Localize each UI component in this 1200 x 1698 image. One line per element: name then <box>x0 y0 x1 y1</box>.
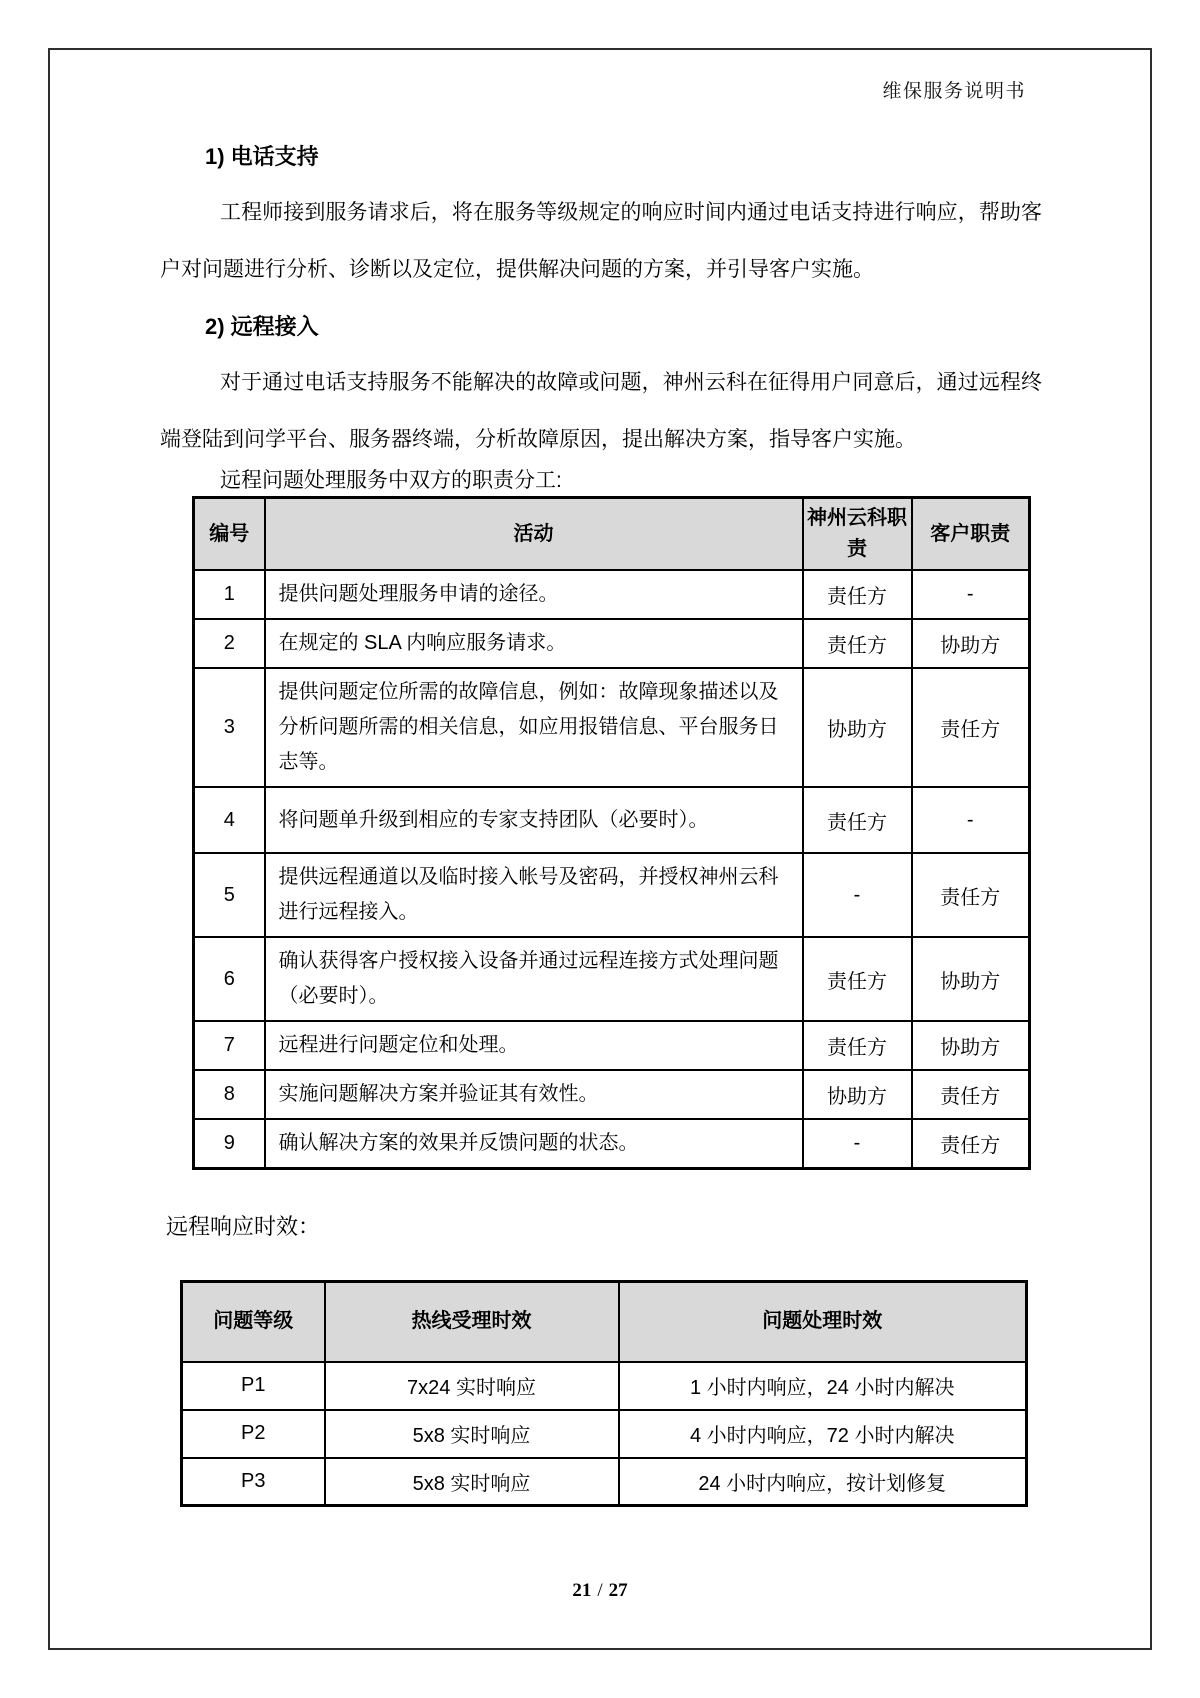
cell-dc: - <box>803 853 912 937</box>
cell-dc: 责任方 <box>803 937 912 1021</box>
cell-customer: 责任方 <box>912 1070 1030 1119</box>
cell-hotline: 7x24 实时响应 <box>325 1362 619 1410</box>
cell-dc: 责任方 <box>803 1021 912 1070</box>
cell-handling: 4 小时内响应，72 小时内解决 <box>619 1410 1027 1458</box>
column-header-dc-responsibility: 神州云科职责 <box>803 498 912 571</box>
response-time-label: 远程响应时效： <box>166 1214 321 1239</box>
responsibility-table <box>192 496 1031 1170</box>
table-row <box>194 853 1030 937</box>
cell-customer: 责任方 <box>912 668 1030 787</box>
cell-hotline: 5x8 实时响应 <box>325 1410 619 1458</box>
cell-customer: 协助方 <box>912 619 1030 668</box>
cell-handling: 24 小时内响应，按计划修复 <box>619 1458 1027 1506</box>
cell-dc: - <box>803 1119 912 1169</box>
cell-handling: 1 小时内响应，24 小时内解决 <box>619 1362 1027 1410</box>
page-number-separator: / <box>597 1580 603 1601</box>
document-header-title: 维保服务说明书 <box>882 81 1026 102</box>
section-1-paragraph: 工程师接到服务请求后，将在服务等级规定的响应时间内通过电话支持进行响应，帮助客户对问题进行分析、诊断以及定位，提供解决问题的方案，并引导客户实施。 <box>160 201 1042 281</box>
cell-hotline: 5x8 实时响应 <box>325 1458 619 1506</box>
cell-customer: 责任方 <box>912 853 1030 937</box>
cell-number: 5 <box>194 853 265 937</box>
cell-activity: 提供问题定位所需的故障信息，例如：故障现象描述以及分析问题所需的相关信息，如应用报错信息、平台服务日志等。 <box>265 668 803 787</box>
table-row <box>194 787 1030 853</box>
table-row <box>194 1021 1030 1070</box>
total-page-number: 27 <box>608 1580 628 1601</box>
cell-activity: 提供问题处理服务申请的途径。 <box>265 570 803 619</box>
cell-number: 9 <box>194 1119 265 1169</box>
column-header-problem-level: 问题等级 <box>182 1282 325 1362</box>
table-row <box>194 668 1030 787</box>
table-row <box>194 619 1030 668</box>
cell-number: 6 <box>194 937 265 1021</box>
cell-dc: 责任方 <box>803 787 912 853</box>
cell-activity: 确认获得客户授权接入设备并通过远程连接方式处理问题（必要时）。 <box>265 937 803 1021</box>
cell-activity: 实施问题解决方案并验证其有效性。 <box>265 1070 803 1119</box>
cell-customer: - <box>912 787 1030 853</box>
column-header-handling-sla: 问题处理时效 <box>619 1282 1027 1362</box>
cell-number: 1 <box>194 570 265 619</box>
cell-number: 2 <box>194 619 265 668</box>
table-row <box>182 1410 1027 1458</box>
section-2-paragraph: 对于通过电话支持服务不能解决的故障或问题，神州云科在征得用户同意后，通过远程终端登陆到问学平台、服务器终端，分析故障原因，提出解决方案，指导客户实施。 <box>160 371 1042 451</box>
cell-customer: 协助方 <box>912 937 1030 1021</box>
column-header-number: 编号 <box>194 498 265 571</box>
section-1-heading: 1) 电话支持 <box>205 144 319 169</box>
column-header-customer-responsibility: 客户职责 <box>912 498 1030 571</box>
response-time-header-row <box>182 1282 1027 1362</box>
cell-dc: 协助方 <box>803 1070 912 1119</box>
cell-level: P2 <box>182 1410 325 1458</box>
cell-dc: 责任方 <box>803 619 912 668</box>
cell-dc: 责任方 <box>803 570 912 619</box>
column-header-activity: 活动 <box>265 498 803 571</box>
table-row <box>194 937 1030 1021</box>
table-row <box>194 1119 1030 1169</box>
table-row <box>194 570 1030 619</box>
response-time-table <box>180 1280 1028 1507</box>
responsibility-table-intro: 远程问题处理服务中双方的职责分工: <box>220 469 562 492</box>
page-number-footer <box>48 1580 1152 1602</box>
cell-number: 7 <box>194 1021 265 1070</box>
cell-activity: 确认解决方案的效果并反馈问题的状态。 <box>265 1119 803 1169</box>
table-row <box>182 1458 1027 1506</box>
cell-level: P3 <box>182 1458 325 1506</box>
table-row <box>194 1070 1030 1119</box>
cell-customer: 协助方 <box>912 1021 1030 1070</box>
cell-activity: 提供远程通道以及临时接入帐号及密码，并授权神州云科进行远程接入。 <box>265 853 803 937</box>
responsibility-table-header-row <box>194 498 1030 571</box>
cell-activity: 远程进行问题定位和处理。 <box>265 1021 803 1070</box>
cell-customer: 责任方 <box>912 1119 1030 1169</box>
cell-number: 4 <box>194 787 265 853</box>
cell-number: 3 <box>194 668 265 787</box>
current-page-number: 21 <box>572 1580 592 1601</box>
cell-level: P1 <box>182 1362 325 1410</box>
cell-activity: 将问题单升级到相应的专家支持团队（必要时）。 <box>265 787 803 853</box>
cell-dc: 协助方 <box>803 668 912 787</box>
section-2-heading: 2) 远程接入 <box>205 314 319 339</box>
table-row <box>182 1362 1027 1410</box>
cell-activity: 在规定的 SLA 内响应服务请求。 <box>265 619 803 668</box>
column-header-hotline-sla: 热线受理时效 <box>325 1282 619 1362</box>
cell-number: 8 <box>194 1070 265 1119</box>
cell-customer: - <box>912 570 1030 619</box>
